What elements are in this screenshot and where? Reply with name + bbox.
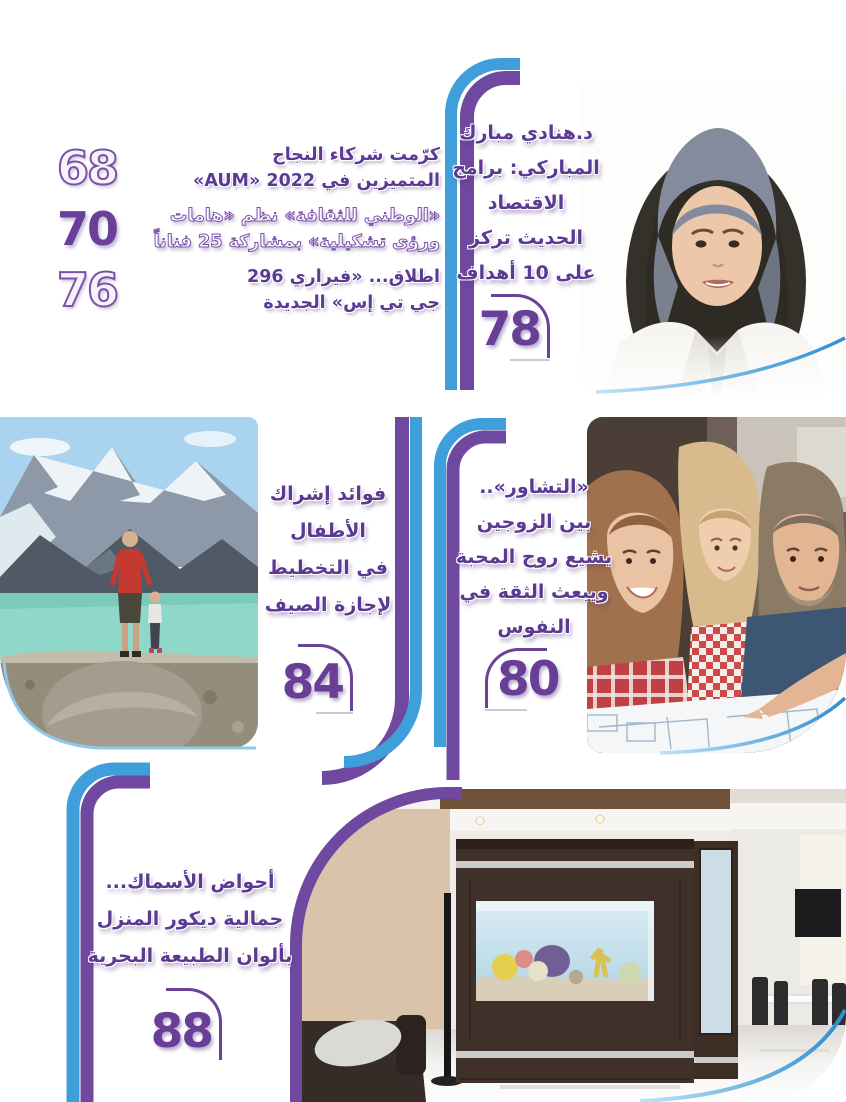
toc-entry-title xyxy=(140,264,440,316)
photo-father-child-lake xyxy=(0,417,258,748)
title-line: «التشاور».. xyxy=(479,476,589,498)
title-line: د.هنادي مبارك xyxy=(459,122,593,144)
title-line: فوائد إشراك xyxy=(269,483,387,505)
feature-title-economy[interactable] xyxy=(443,116,609,291)
page-number-78[interactable] xyxy=(478,294,550,358)
title-line: ويبعث الثقة في xyxy=(459,581,609,603)
title-line: يشيع روح المحبة xyxy=(455,546,613,568)
title-line: النفوس xyxy=(497,616,571,638)
page-number-84[interactable] xyxy=(281,644,353,711)
toc-page-number: 76 xyxy=(56,263,117,317)
toc-title-line: ورؤى تشكيلية» بمشاركة 25 فناناً xyxy=(153,232,440,252)
title-line: في التخطيط xyxy=(268,557,388,579)
toc-title-line: «الوطني للثقافة» نظم «هامات xyxy=(169,206,440,226)
toc-entry-ferrari[interactable] xyxy=(56,264,440,320)
title-line: الأطفال xyxy=(290,520,366,542)
photo-family-blueprints xyxy=(587,417,846,753)
toc-entry-title xyxy=(140,142,440,194)
feature-title-consultation[interactable] xyxy=(452,470,616,645)
feature-title-aquarium[interactable] xyxy=(66,864,314,975)
title-line: بين الزوجين xyxy=(476,511,592,533)
toc-entry-title xyxy=(140,203,440,255)
toc-entry-culture[interactable] xyxy=(56,203,440,259)
toc-page-number: 70 xyxy=(56,202,117,256)
title-line: الاقتصاد xyxy=(487,192,565,214)
title-line: لإجازة الصيف xyxy=(264,594,392,616)
photo-aquarium-room xyxy=(300,789,846,1102)
page-number-value: 78 xyxy=(478,302,540,357)
title-line: أحواض الأسماك... xyxy=(105,871,275,893)
title-line: بألوان الطبيعة البحرية xyxy=(87,945,293,967)
title-line: الحديث تركز xyxy=(469,227,583,249)
toc-page-number: 68 xyxy=(56,141,117,195)
page-number-value: 80 xyxy=(497,652,559,707)
page-number-88[interactable] xyxy=(150,988,222,1060)
page-number-value: 84 xyxy=(281,655,343,710)
toc-title-line: اطلاق... «فيراري 296 xyxy=(247,267,440,287)
title-line: جمالية ديكور المنزل xyxy=(96,908,284,930)
title-line: على 10 أهداف xyxy=(456,262,596,284)
page-number-value: 88 xyxy=(150,1004,212,1059)
feature-title-children[interactable] xyxy=(246,476,410,624)
toc-title-line: المتميزين في 2022 «AUM» xyxy=(193,171,440,191)
photo-woman-portrait xyxy=(580,86,846,398)
title-line: المباركي: برامج xyxy=(452,157,600,179)
page-number-80[interactable] xyxy=(485,648,559,708)
toc-title-line: كرّمت شركاء النجاح xyxy=(272,145,440,165)
toc-title-line: جي تي إس» الجديدة xyxy=(263,293,440,313)
toc-entry-aum[interactable] xyxy=(56,142,440,198)
